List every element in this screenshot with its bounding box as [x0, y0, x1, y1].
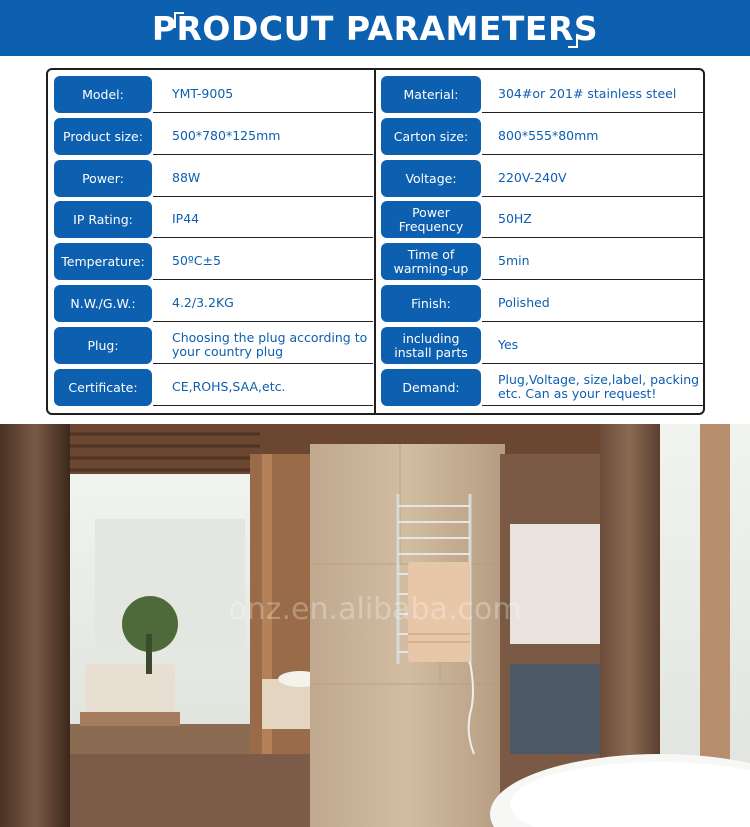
- bathroom-scene-illustration: [0, 424, 750, 827]
- param-value-right: Plug,Voltage, size,label, packing etc. Can as your request!: [482, 369, 704, 406]
- product-photo: [0, 424, 750, 827]
- param-value-left: IP44: [153, 201, 373, 238]
- param-value-left: Choosing the plug according to your country plug: [153, 327, 373, 364]
- param-label-left: Model:: [54, 76, 152, 113]
- page-title: PRODCUT PARAMETERS: [151, 9, 599, 48]
- param-label-right: Finish:: [381, 285, 481, 322]
- param-value-right: 304#or 201# stainless steel: [482, 76, 704, 113]
- param-value-right: 800*555*80mm: [482, 118, 704, 155]
- param-label-left: Certificate:: [54, 369, 152, 406]
- param-label-left: Power:: [54, 160, 152, 197]
- param-value-left: 4.2/3.2KG: [153, 285, 373, 322]
- table-center-divider: [374, 70, 376, 413]
- param-value-right: 50HZ: [482, 201, 704, 238]
- param-label-left: N.W./G.W.:: [54, 285, 152, 322]
- param-value-left: YMT-9005: [153, 76, 373, 113]
- param-value-left: 88W: [153, 160, 373, 197]
- param-label-right: Carton size:: [381, 118, 481, 155]
- param-value-left: 500*780*125mm: [153, 118, 373, 155]
- param-label-left: IP Rating:: [54, 201, 152, 238]
- bracket-bottom-right-decoration: [568, 34, 578, 48]
- watermark-text: onz.en.alibaba.com: [228, 592, 522, 627]
- param-value-left: CE,ROHS,SAA,etc.: [153, 369, 373, 406]
- param-value-right: Yes: [482, 327, 704, 364]
- param-label-right: Voltage:: [381, 160, 481, 197]
- param-value-right: Polished: [482, 285, 704, 322]
- param-label-left: Product size:: [54, 118, 152, 155]
- param-value-right: 5min: [482, 243, 704, 280]
- param-label-right: including install parts: [381, 327, 481, 364]
- param-value-left: 50ºC±5: [153, 243, 373, 280]
- param-label-left: Plug:: [54, 327, 152, 364]
- param-value-right: 220V-240V: [482, 160, 704, 197]
- param-label-right: Demand:: [381, 369, 481, 406]
- param-label-left: Temperature:: [54, 243, 152, 280]
- param-label-right: Material:: [381, 76, 481, 113]
- header-banner: [0, 0, 750, 56]
- param-label-right: Power Frequency: [381, 201, 481, 238]
- param-label-right: Time of warming-up: [381, 243, 481, 280]
